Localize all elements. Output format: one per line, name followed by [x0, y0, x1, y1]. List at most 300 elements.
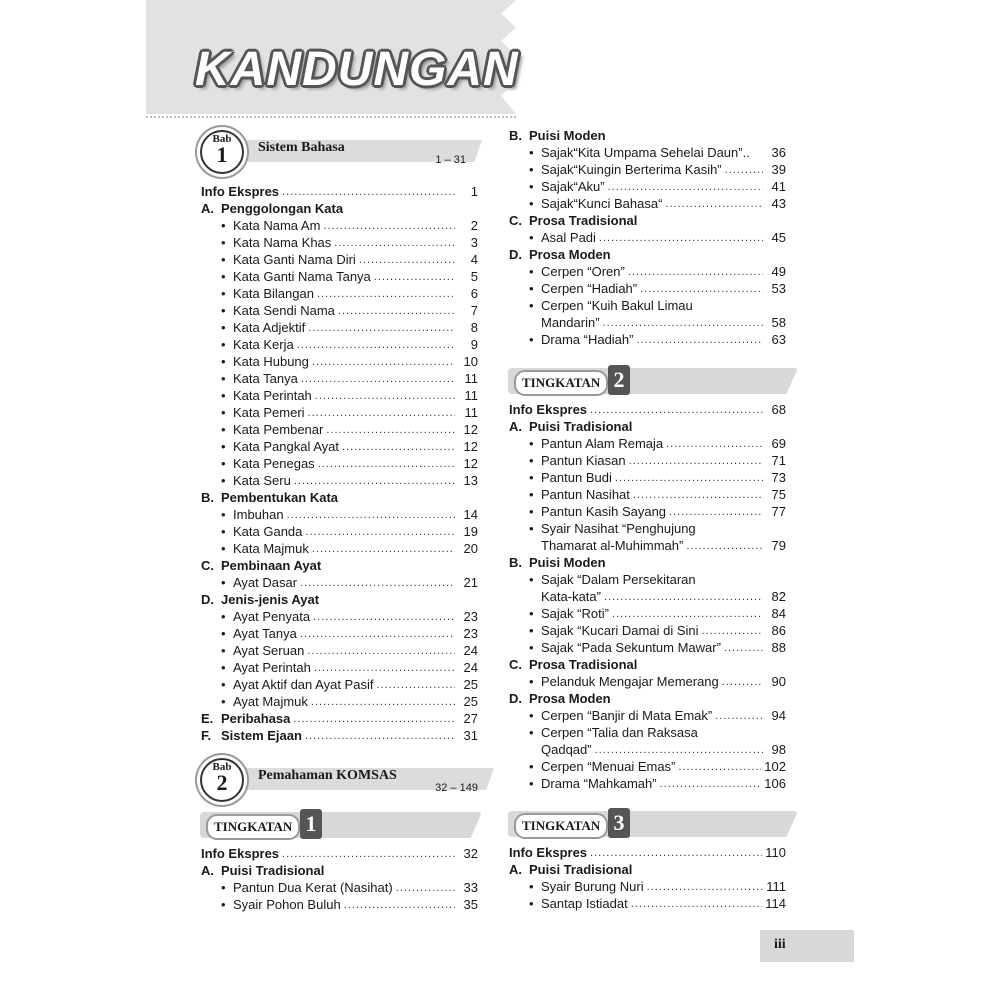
toc-entry-label: Info Ekspres	[201, 184, 280, 199]
bab2-label: Bab	[212, 761, 232, 773]
bullet-icon: •	[221, 303, 226, 318]
bab2-range: 32 – 149	[435, 782, 478, 794]
toc-entry-page: 27	[463, 711, 478, 726]
toc-leader-dots	[282, 186, 455, 198]
bullet-icon: •	[221, 405, 226, 420]
bab1-label: Bab	[212, 133, 232, 145]
toc-entry-page: 32	[463, 846, 478, 861]
toc-leader-dots	[312, 356, 455, 368]
bullet-icon: •	[529, 453, 534, 468]
toc-entry-label: Puisi Tradisional	[529, 419, 633, 434]
bullet-icon: •	[529, 674, 534, 689]
toc-entry-page: 7	[470, 303, 478, 318]
toc-entry	[201, 438, 478, 455]
toc-entry-page: 12	[463, 456, 478, 471]
bullet-icon: •	[529, 487, 534, 502]
toc-entry	[201, 693, 478, 710]
toc-entry	[201, 506, 478, 523]
toc-entry-label: Kata Pangkal Ayat	[233, 439, 340, 454]
toc-entry	[201, 710, 478, 727]
toc-entry-label: Prosa Moden	[529, 247, 611, 262]
toc-entry	[201, 319, 478, 336]
toc-entry-label: Ayat Dasar	[233, 575, 298, 590]
toc-entry-page: 1	[470, 184, 478, 199]
toc-entry	[201, 591, 478, 608]
bullet-icon: •	[221, 643, 226, 658]
toc-entry-label: Prosa Moden	[529, 691, 611, 706]
toc-entry	[509, 263, 786, 280]
toc-entry	[509, 486, 786, 503]
bab1-name: Sistem Bahasa	[258, 140, 345, 155]
bullet-icon: •	[529, 504, 534, 519]
toc-leader-dots	[669, 506, 763, 518]
toc-section-letter: D.	[509, 691, 522, 706]
bullet-icon: •	[529, 162, 534, 177]
toc-entry-label: Pelanduk Mengajar Memerang	[541, 674, 719, 689]
toc-entry	[201, 336, 478, 353]
toc-entry	[201, 268, 478, 285]
toc-entry-page: 31	[463, 728, 478, 743]
toc-entry-page: 71	[771, 453, 786, 468]
toc-entry	[509, 571, 786, 588]
toc-leader-dots	[334, 237, 455, 249]
bullet-icon: •	[529, 281, 534, 296]
toc-leader-dots	[287, 509, 455, 521]
toc-entry-page: 63	[771, 332, 786, 347]
toc-entry	[201, 200, 478, 217]
toc-entry-label: Kata Nama Khas	[233, 235, 332, 250]
toc-leader-dots	[282, 848, 455, 860]
toc-entry	[201, 574, 478, 591]
toc-entry	[509, 520, 786, 537]
toc-left-column-2	[201, 845, 478, 920]
bullet-icon: •	[221, 439, 226, 454]
toc-entry-label: Ayat Perintah	[233, 660, 311, 675]
toc-section-letter: B.	[509, 128, 522, 143]
toc-leader-dots	[314, 662, 455, 674]
toc-entry	[509, 314, 786, 331]
toc-entry-page: 69	[771, 436, 786, 451]
bab1-number: 1	[216, 142, 228, 167]
toc-entry	[509, 418, 786, 435]
toc-entry	[509, 503, 786, 520]
toc-entry	[509, 878, 786, 895]
toc-section-letter: D.	[509, 247, 522, 262]
toc-entry-label: Syair Burung Nuri	[541, 879, 644, 894]
toc-entry	[201, 285, 478, 302]
bullet-icon: •	[221, 422, 226, 437]
bullet-icon: •	[221, 660, 226, 675]
toc-leader-dots	[396, 882, 455, 894]
toc-entry	[201, 489, 478, 506]
toc-right-column-2	[509, 401, 786, 796]
toc-entry-page: 25	[463, 694, 478, 709]
toc-entry-page: 12	[463, 439, 478, 454]
toc-entry-page: 114	[765, 896, 786, 911]
bullet-icon: •	[221, 473, 226, 488]
toc-entry-page: 45	[771, 230, 786, 245]
toc-entry-page: 58	[771, 315, 786, 330]
toc-entry-label: Sajak“Kuingin Berterima Kasih”	[541, 162, 722, 177]
toc-entry-page: 106	[764, 776, 786, 791]
toc-entry-label: Cerpen “Kuih Bakul Limau	[541, 298, 693, 313]
toc-entry-page: 110	[765, 845, 786, 860]
toc-entry	[201, 676, 478, 693]
toc-entry-label: Prosa Tradisional	[529, 657, 638, 672]
toc-entry-page: 79	[771, 538, 786, 553]
toc-entry	[509, 673, 786, 690]
bullet-icon: •	[529, 776, 534, 791]
toc-entry	[201, 896, 478, 913]
tingkatan1-number: 1	[300, 809, 322, 839]
toc-entry-label: Sajak“Kita Umpama Sehelai Daun”..	[541, 145, 750, 160]
toc-leader-dots	[631, 898, 763, 910]
title-divider	[146, 116, 516, 118]
toc-entry-label: Kata Sendi Nama	[233, 303, 335, 318]
toc-entry-page: 41	[771, 179, 786, 194]
toc-entry	[201, 370, 478, 387]
toc-entry	[509, 690, 786, 707]
toc-entry	[201, 642, 478, 659]
toc-entry-page: 2	[470, 218, 478, 233]
toc-entry-page: 25	[463, 677, 478, 692]
toc-leader-dots	[608, 181, 763, 193]
toc-entry	[509, 622, 786, 639]
bab1-badge	[200, 130, 244, 174]
toc-entry-label: Drama “Hadiah”	[541, 332, 634, 347]
toc-entry-page: 11	[464, 405, 478, 420]
toc-leader-dots	[293, 713, 455, 725]
toc-entry	[201, 879, 478, 896]
bullet-icon: •	[529, 145, 534, 160]
toc-entry	[509, 435, 786, 452]
bullet-icon: •	[221, 677, 226, 692]
toc-entry-label: Asal Padi	[541, 230, 596, 245]
toc-entry	[509, 775, 786, 792]
toc-section-letter: A.	[509, 419, 522, 434]
toc-entry-page: 35	[463, 897, 478, 912]
toc-leader-dots	[308, 322, 455, 334]
toc-entry	[201, 862, 478, 879]
toc-entry-label: Drama “Mahkamah”	[541, 776, 657, 791]
toc-entry-label: Kata Seru	[233, 473, 291, 488]
toc-entry-page: 19	[463, 524, 478, 539]
toc-entry-label: Qadqad”	[541, 742, 592, 757]
bullet-icon: •	[221, 218, 226, 233]
toc-leader-dots	[344, 899, 455, 911]
toc-entry-label: Info Ekspres	[509, 402, 588, 417]
toc-section-letter: A.	[201, 863, 214, 878]
bullet-icon: •	[529, 332, 534, 347]
toc-entry	[201, 523, 478, 540]
toc-entry-label: Kata Ganti Nama Tanya	[233, 269, 371, 284]
toc-leader-dots	[678, 761, 761, 773]
toc-entry-label: Kata Ganda	[233, 524, 303, 539]
toc-entry-label: Pantun Alam Remaja	[541, 436, 664, 451]
bullet-icon: •	[529, 623, 534, 638]
toc-entry-label: Ayat Seruan	[233, 643, 305, 658]
toc-leader-dots	[724, 642, 763, 654]
toc-entry	[509, 246, 786, 263]
toc-leader-dots	[307, 645, 455, 657]
toc-leader-dots	[326, 424, 455, 436]
toc-leader-dots	[338, 305, 455, 317]
tingkatan3-header	[508, 811, 798, 839]
tingkatan2-label: TINGKATAN	[514, 370, 608, 396]
toc-entry-label: Ayat Tanya	[233, 626, 297, 641]
toc-entry-label: Syair Nasihat “Penghujung	[541, 521, 696, 536]
bab1-range: 1 – 31	[435, 154, 466, 166]
toc-entry	[509, 895, 786, 912]
toc-entry	[201, 234, 478, 251]
toc-leader-dots	[301, 373, 455, 385]
toc-entry-label: Info Ekspres	[201, 846, 280, 861]
toc-entry-page: 84	[771, 606, 786, 621]
toc-entry-label: Kata Majmuk	[233, 541, 309, 556]
tingkatan1-label: TINGKATAN	[206, 814, 300, 840]
bullet-icon: •	[221, 320, 226, 335]
toc-leader-dots	[603, 317, 763, 329]
toc-entry-page: 90	[771, 674, 786, 689]
toc-leader-dots	[686, 540, 763, 552]
toc-entry	[509, 144, 786, 161]
toc-leader-dots	[297, 339, 455, 351]
bullet-icon: •	[529, 521, 534, 536]
toc-entry-label: Kata Ganti Nama Diri	[233, 252, 356, 267]
page-number-tab	[760, 930, 854, 962]
toc-entry-page: 3	[470, 235, 478, 250]
toc-leader-dots	[665, 198, 763, 210]
toc-section-letter: D.	[201, 592, 214, 607]
toc-leader-dots	[376, 679, 455, 691]
toc-entry	[201, 251, 478, 268]
toc-leader-dots	[715, 710, 763, 722]
toc-entry	[509, 537, 786, 554]
toc-entry	[509, 452, 786, 469]
toc-entry	[201, 217, 478, 234]
toc-entry-label: Sajak “Roti”	[541, 606, 609, 621]
toc-entry	[509, 588, 786, 605]
toc-entry	[509, 724, 786, 741]
toc-entry-label: Cerpen “Oren”	[541, 264, 625, 279]
toc-entry	[509, 656, 786, 673]
toc-entry-label: Sajak“Kunci Bahasa“	[541, 196, 663, 211]
toc-entry-page: 12	[463, 422, 478, 437]
bullet-icon: •	[529, 572, 534, 587]
toc-entry-label: Puisi Tradisional	[221, 863, 325, 878]
toc-entry-label: Cerpen “Talia dan Raksasa	[541, 725, 698, 740]
toc-entry-label: Kata Pembenar	[233, 422, 324, 437]
toc-leader-dots	[633, 489, 763, 501]
toc-entry-label: Imbuhan	[233, 507, 284, 522]
toc-leader-dots	[311, 696, 455, 708]
toc-entry-page: 102	[764, 759, 786, 774]
toc-section-letter: C.	[509, 213, 522, 228]
toc-entry-page: 24	[463, 660, 478, 675]
toc-entry-label: Sajak “Kucari Damai di Sini	[541, 623, 699, 638]
bullet-icon: •	[529, 179, 534, 194]
toc-entry	[201, 540, 478, 557]
toc-entry-page: 6	[470, 286, 478, 301]
toc-entry-label: Kata Bilangan	[233, 286, 314, 301]
tingkatan3-number: 3	[608, 808, 630, 838]
toc-leader-dots	[315, 390, 455, 402]
toc-entry-page: 8	[470, 320, 478, 335]
toc-entry	[201, 404, 478, 421]
toc-entry-label: Kata Perintah	[233, 388, 312, 403]
toc-entry-page: 23	[463, 609, 478, 624]
toc-entry-page: 11	[464, 371, 478, 386]
bullet-icon: •	[221, 286, 226, 301]
toc-entry	[509, 280, 786, 297]
toc-right-column-1	[509, 127, 786, 352]
bullet-icon: •	[221, 880, 226, 895]
bab2-name: Pemahaman KOMSAS	[258, 768, 397, 783]
toc-right-column-3	[509, 844, 786, 919]
toc-section-letter: E.	[201, 711, 214, 726]
toc-entry-label: Pantun Kiasan	[541, 453, 626, 468]
toc-entry-label: Mandarin”	[541, 315, 600, 330]
toc-entry	[509, 844, 786, 861]
bullet-icon: •	[529, 879, 534, 894]
toc-entry-page: 94	[771, 708, 786, 723]
toc-left-column	[201, 183, 478, 753]
bullet-icon: •	[221, 337, 226, 352]
bullet-icon: •	[221, 524, 226, 539]
toc-entry-page: 75	[771, 487, 786, 502]
bullet-icon: •	[221, 694, 226, 709]
toc-entry-label: Thamarat al-Muhimmah”	[541, 538, 684, 553]
toc-entry-label: Jenis-jenis Ayat	[221, 592, 320, 607]
toc-entry-page: 88	[771, 640, 786, 655]
toc-entry-page: 73	[771, 470, 786, 485]
toc-entry	[509, 758, 786, 775]
page-number: iii	[774, 937, 786, 952]
toc-entry	[201, 455, 478, 472]
bullet-icon: •	[529, 606, 534, 621]
toc-entry-page: 10	[463, 354, 478, 369]
toc-entry	[201, 387, 478, 404]
toc-entry	[509, 229, 786, 246]
toc-entry-page: 14	[463, 507, 478, 522]
toc-entry-label: Pembinaan Ayat	[221, 558, 322, 573]
bullet-icon: •	[529, 264, 534, 279]
toc-entry-label: Pantun Dua Kerat (Nasihat)	[233, 880, 393, 895]
toc-section-letter: A.	[509, 862, 522, 877]
toc-entry-page: 36	[771, 145, 786, 160]
bullet-icon: •	[221, 269, 226, 284]
toc-section-letter: C.	[509, 657, 522, 672]
bullet-icon: •	[529, 640, 534, 655]
toc-leader-dots	[305, 526, 455, 538]
toc-entry-label: Puisi Moden	[529, 555, 606, 570]
toc-entry-label: Ayat Penyata	[233, 609, 311, 624]
bab1-header	[200, 130, 482, 166]
toc-entry	[509, 297, 786, 314]
toc-entry	[201, 845, 478, 862]
bullet-icon: •	[529, 725, 534, 740]
bullet-icon: •	[529, 759, 534, 774]
bullet-icon: •	[529, 436, 534, 451]
toc-entry-label: Puisi Tradisional	[529, 862, 633, 877]
toc-leader-dots	[305, 730, 455, 742]
bullet-icon: •	[221, 575, 226, 590]
toc-entry-label: Ayat Majmuk	[233, 694, 308, 709]
toc-entry-label: Kata Pemeri	[233, 405, 305, 420]
toc-entry	[509, 161, 786, 178]
toc-entry-page: 43	[771, 196, 786, 211]
toc-leader-dots	[359, 254, 455, 266]
toc-entry-page: 33	[463, 880, 478, 895]
toc-leader-dots	[318, 458, 455, 470]
toc-leader-dots	[702, 625, 763, 637]
toc-leader-dots	[599, 232, 763, 244]
toc-section-letter: F.	[201, 728, 212, 743]
toc-entry-page: 4	[470, 252, 478, 267]
toc-entry-page: 53	[771, 281, 786, 296]
toc-leader-dots	[294, 475, 455, 487]
toc-entry-label: Kata-kata”	[541, 589, 601, 604]
toc-entry-label: Pembentukan Kata	[221, 490, 339, 505]
toc-leader-dots	[312, 543, 455, 555]
tingkatan3-label: TINGKATAN	[514, 813, 608, 839]
toc-entry	[201, 557, 478, 574]
bullet-icon: •	[221, 252, 226, 267]
bab2-badge	[200, 758, 244, 802]
bullet-icon: •	[529, 896, 534, 911]
toc-leader-dots	[300, 628, 455, 640]
bullet-icon: •	[221, 388, 226, 403]
toc-entry-label: Prosa Tradisional	[529, 213, 638, 228]
toc-leader-dots	[647, 881, 763, 893]
toc-entry-label: Pantun Nasihat	[541, 487, 630, 502]
toc-entry	[201, 302, 478, 319]
toc-section-letter: B.	[509, 555, 522, 570]
bullet-icon: •	[221, 609, 226, 624]
tingkatan1-header	[200, 812, 482, 840]
toc-leader-dots	[590, 404, 763, 416]
toc-entry-label: Santap Istiadat	[541, 896, 628, 911]
toc-entry-page: 21	[463, 575, 478, 590]
toc-entry-page: 98	[771, 742, 786, 757]
toc-leader-dots	[615, 472, 763, 484]
toc-entry-page: 49	[771, 264, 786, 279]
toc-leader-dots	[342, 441, 455, 453]
toc-entry-label: Kata Adjektif	[233, 320, 306, 335]
toc-entry-label: Kata Kerja	[233, 337, 294, 352]
toc-entry	[509, 127, 786, 144]
tingkatan2-header	[508, 368, 798, 396]
toc-leader-dots	[308, 407, 455, 419]
bullet-icon: •	[529, 298, 534, 313]
toc-leader-dots	[604, 591, 763, 603]
toc-entry-label: Peribahasa	[221, 711, 291, 726]
toc-leader-dots	[317, 288, 455, 300]
bullet-icon: •	[221, 456, 226, 471]
toc-entry	[509, 605, 786, 622]
toc-leader-dots	[323, 220, 455, 232]
toc-entry-label: Sistem Ejaan	[221, 728, 302, 743]
toc-entry	[509, 741, 786, 758]
toc-entry	[201, 659, 478, 676]
toc-entry-label: Kata Penegas	[233, 456, 315, 471]
bullet-icon: •	[529, 470, 534, 485]
toc-entry-page: 24	[463, 643, 478, 658]
toc-entry-label: Cerpen “Hadiah”	[541, 281, 638, 296]
toc-leader-dots	[300, 577, 455, 589]
toc-entry	[201, 353, 478, 370]
toc-entry-label: Sajak “Dalam Persekitaran	[541, 572, 696, 587]
